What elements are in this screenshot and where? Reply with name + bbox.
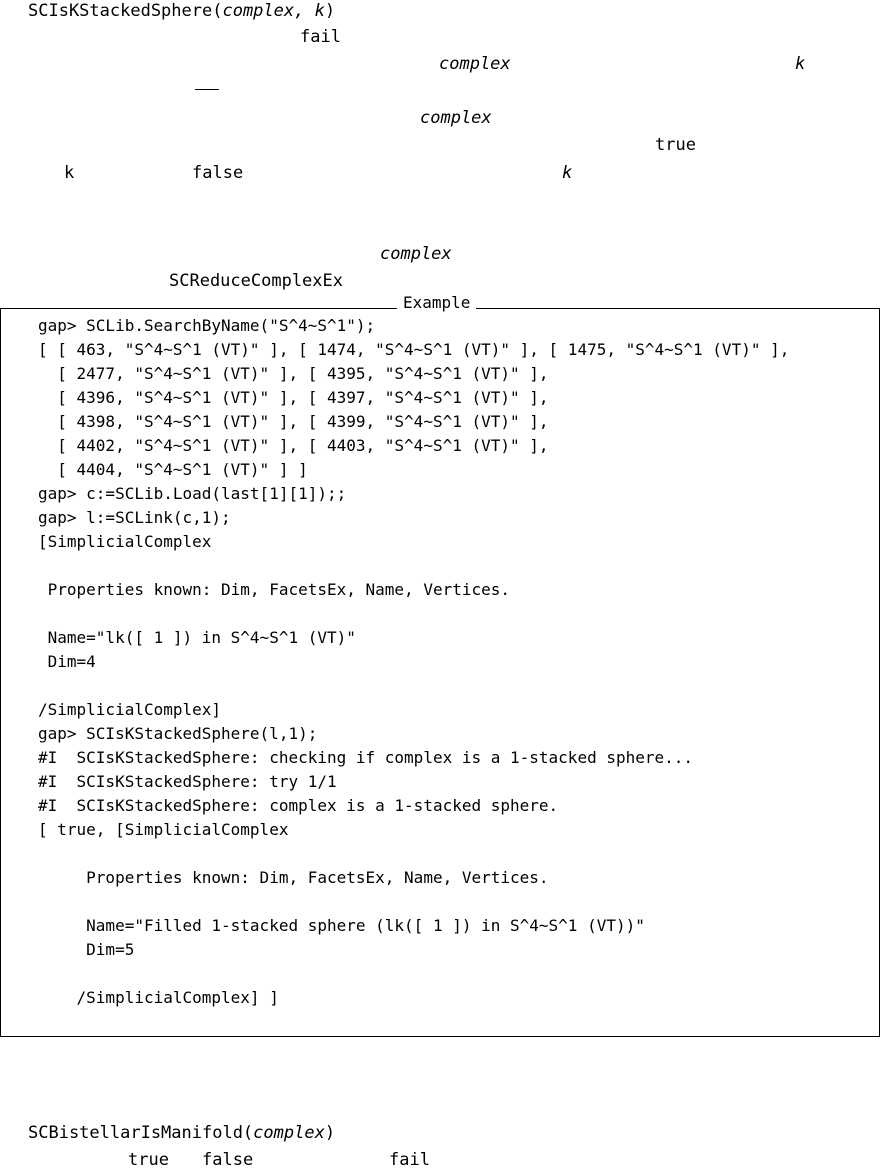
param-k: k — [795, 54, 806, 74]
code-line: [ 4402, "S^4~S^1 (VT)" ], [ 4403, "S^4~S^1 (VT)" ], — [38, 436, 549, 455]
code-line: gap> l:=SCLink(c,1); — [38, 508, 231, 527]
value-false: false — [192, 163, 244, 183]
return-fail: fail — [300, 27, 341, 47]
code-line: Name="lk([ 1 ]) in S^4~S^1 (VT)" — [38, 628, 356, 647]
code-line: #I SCIsKStackedSphere: complex is a 1-stacked sphere. — [38, 796, 559, 815]
code-line: [SimplicialComplex — [38, 532, 212, 551]
code-line: [ 2477, "S^4~S^1 (VT)" ], [ 4395, "S^4~S^1 (VT)" ], — [38, 364, 549, 383]
function-args: complex, k — [222, 1, 325, 21]
example-title: Example — [397, 293, 476, 313]
param-complex: complex — [439, 54, 511, 74]
function-name: SCIsKStackedSphere( — [28, 1, 223, 21]
footer-fail: fail — [389, 1150, 430, 1170]
code-line: Name="Filled 1-stacked sphere (lk([ 1 ]) in S^4~S^1 (VT))" — [38, 916, 645, 935]
function-signature — [28, 1, 335, 21]
param-k-2: k — [562, 163, 573, 183]
code-line: /SimplicialComplex] — [38, 700, 222, 719]
code-line: [ 4404, "S^4~S^1 (VT)" ] ] — [38, 460, 308, 479]
code-line: [ [ 463, "S^4~S^1 (VT)" ], [ 1474, "S^4~S^1 (VT)" ], [ 1475, "S^4~S^1 (VT)" ], — [38, 340, 790, 359]
code-line: gap> SCLib.SearchByName("S^4~S^1"); — [38, 316, 376, 335]
function-close: ) — [324, 1, 336, 21]
code-line: Properties known: Dim, FacetsEx, Name, Vertices. — [38, 580, 511, 599]
function-close-2: ) — [324, 1123, 336, 1143]
footer-true: true — [128, 1150, 169, 1170]
value-true: true — [655, 135, 696, 155]
code-line: /SimplicialComplex] ] — [38, 988, 279, 1007]
function-args-2: complex — [253, 1123, 325, 1143]
param-complex-3: complex — [380, 244, 452, 264]
code-line: [ 4398, "S^4~S^1 (VT)" ], [ 4399, "S^4~S^1 (VT)" ], — [38, 412, 549, 431]
code-line: [ 4396, "S^4~S^1 (VT)" ], [ 4397, "S^4~S^1 (VT)" ], — [38, 388, 549, 407]
param-complex-2: complex — [420, 108, 492, 128]
code-line: gap> SCIsKStackedSphere(l,1); — [38, 724, 318, 743]
footer-false: false — [202, 1150, 254, 1170]
code-line: #I SCIsKStackedSphere: checking if complex is a 1-stacked sphere... — [38, 748, 694, 767]
value-k: k — [64, 163, 75, 183]
code-line: Properties known: Dim, FacetsEx, Name, Vertices. — [38, 868, 549, 887]
underline-mark — [195, 89, 219, 90]
code-line: #I SCIsKStackedSphere: try 1/1 — [38, 772, 337, 791]
code-line: [ true, [SimplicialComplex — [38, 820, 289, 839]
function-signature-2 — [28, 1123, 335, 1143]
function-name-2: SCBistellarIsManifold( — [28, 1123, 254, 1143]
code-line: Dim=4 — [38, 652, 96, 671]
code-line: Dim=5 — [38, 940, 135, 959]
reduce-complex-link[interactable]: SCReduceComplexEx — [169, 271, 343, 291]
code-line: gap> c:=SCLib.Load(last[1][1]);; — [38, 484, 347, 503]
